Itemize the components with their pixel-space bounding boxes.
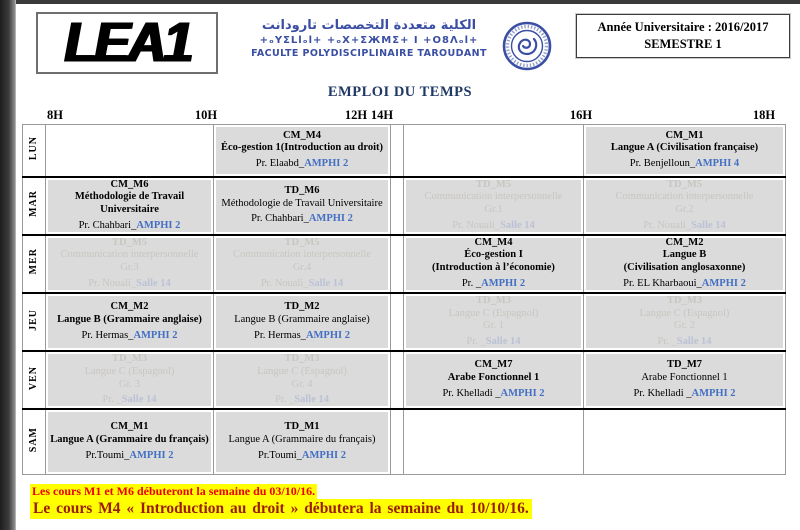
cell-ven-break <box>391 351 404 409</box>
faculty-name-tifinagh: +ₒYΣLlₒl+ +ₒX+ΣЖMΣ+ I +O8Λₒl+ <box>259 34 479 46</box>
row-ven <box>23 351 786 409</box>
row-mer <box>23 235 786 293</box>
scan-edge-top <box>0 0 800 4</box>
cell-jeu-14h-td-m3: TD_M3 Langue C (Espagnol) Gr. 1 Pr. _Salle 14 <box>404 293 584 351</box>
academic-year-text: Année Universitaire : 2016/2017 <box>597 20 769 35</box>
day-label-mar: MAR <box>23 177 46 235</box>
cell-mar-16h-td-m5: TD_M5 Communication interpersonnelle Gr.2 Pr. Nouali_Salle 14 <box>584 177 786 235</box>
scan-edge-left <box>0 0 16 530</box>
time-label-16h: 16H <box>569 108 593 122</box>
cell-jeu-break <box>391 293 404 351</box>
row-sam <box>23 409 786 474</box>
time-label-10h: 10H <box>194 108 218 122</box>
cell-ven-16h-td-m7: TD_M7 Arabe Fonctionnel 1 Pr. Khelladi _AMPHI 2 <box>584 351 786 409</box>
academic-year-box <box>576 14 790 58</box>
cell-jeu-16h-td-m3: TD_M3 Langue C (Espagnol) Gr. 2 Pr. _Salle 14 <box>584 293 786 351</box>
time-label-8h: 8H <box>47 108 63 122</box>
cell-mar-10h-td-m6: TD_M6 Méthodologie de Travail Universitaire Pr. Chahbari_AMPHI 2 <box>214 177 391 235</box>
timetable <box>22 124 786 475</box>
cell-mer-8h-td-m5: TD_M5 Communication interpersonnelle Gr.3 Pr. Nouali_Salle 14 <box>46 235 214 293</box>
row-jeu <box>23 293 786 351</box>
time-label-14h: 14H <box>370 108 394 122</box>
day-label-ven: VEN <box>23 351 46 409</box>
faculty-name-arabic: الكلية متعددة التخصصات تارودانت <box>261 18 477 33</box>
day-label-lun: LUN <box>23 125 46 177</box>
semester-text: SEMESTRE 1 <box>644 37 722 51</box>
cell-ven-8h-td-m3: TD_M3 Langue C (Espagnol) Gr. 3 Pr. _Salle 14 <box>46 351 214 409</box>
cell-mer-10h-td-m5: TD_M5 Communication interpersonnelle Gr.4 Pr. Nouali_Salle 14 <box>214 235 391 293</box>
day-label-sam: SAM <box>23 409 46 474</box>
time-label-18h: 18H <box>752 108 776 122</box>
cell-sam-break <box>391 409 404 474</box>
cell-lun-14h-empty <box>404 125 584 177</box>
cell-sam-8h-cm-m1: CM_M1 Langue A (Grammaire du français) Pr.Toumi_AMPHI 2 <box>46 409 214 474</box>
cell-mar-14h-td-m5: TD_M5 Communication interpersonnelle Gr.1 Pr. Nouali_Salle 14 <box>404 177 584 235</box>
row-lun <box>23 125 786 177</box>
time-label-12h: 12H <box>344 108 368 122</box>
cell-mer-14h-cm-m4: CM_M4 Éco-gestion I (Introduction à l’économie) Pr. _AMPHI 2 <box>404 235 584 293</box>
cell-ven-14h-cm-m7: CM_M7 Arabe Fonctionnel 1 Pr. Khelladi _AMPHI 2 <box>404 351 584 409</box>
cell-mer-16h-cm-m2: CM_M2 Langue B (Civilisation anglosaxonne) Pr. EL Kharbaoui_AMPHI 2 <box>584 235 786 293</box>
cell-lun-16h-cm-m1: CM_M1 Langue A (Civilisation française) Pr. Benjelloun_AMPHI 4 <box>584 125 786 177</box>
cell-ven-10h-td-m3: TD_M3 Langue C (Espagnol) Gr. 4 Pr. _Salle 14 <box>214 351 391 409</box>
lea1-logo-box <box>36 12 218 74</box>
cell-jeu-8h-cm-m2: CM_M2 Langue B (Grammaire anglaise) Pr. Hermas_AMPHI 2 <box>46 293 214 351</box>
time-header <box>0 108 800 122</box>
cell-jeu-10h-td-m2: TD_M2 Langue B (Grammaire anglaise) Pr. Hermas_AMPHI 2 <box>214 293 391 351</box>
note-m1-m6-start-date: Les cours M1 et M6 débuteront la semaine du 03/10/16. <box>32 484 316 498</box>
cell-sam-14h-empty <box>404 409 584 474</box>
cell-mer-break <box>391 235 404 293</box>
page-title: EMPLOI DU TEMPS <box>327 84 473 100</box>
cell-lun-break <box>391 125 404 177</box>
cell-sam-10h-td-m1: TD_M1 Langue A (Grammaire du français) Pr.Toumi_AMPHI 2 <box>214 409 391 474</box>
faculty-header <box>238 19 500 59</box>
cell-lun-10h-cm-m4: CM_M4 Éco-gestion 1(Introduction au droit) Pr. Elaabd_AMPHI 2 <box>214 125 391 177</box>
cell-mar-break <box>391 177 404 235</box>
cell-sam-16h-empty <box>584 409 786 474</box>
cell-lun-8h-empty <box>46 125 214 177</box>
day-label-mer: MER <box>23 235 46 293</box>
cell-mar-8h-cm-m6: CM_M6 Méthodologie de Travail Universitaire Pr. Chahbari_AMPHI 2 <box>46 177 214 235</box>
university-seal-icon <box>502 21 552 71</box>
faculty-name-french: FACULTE POLYDISCIPLINAIRE TAROUDANT <box>251 47 487 59</box>
note-m4-start-date: Le cours M4 « Introduction au droit » débutera la semaine du 10/10/16. <box>30 499 532 519</box>
day-label-jeu: JEU <box>23 293 46 351</box>
row-mar <box>23 177 786 235</box>
lea1-logo-text: LEA1 <box>63 11 191 75</box>
